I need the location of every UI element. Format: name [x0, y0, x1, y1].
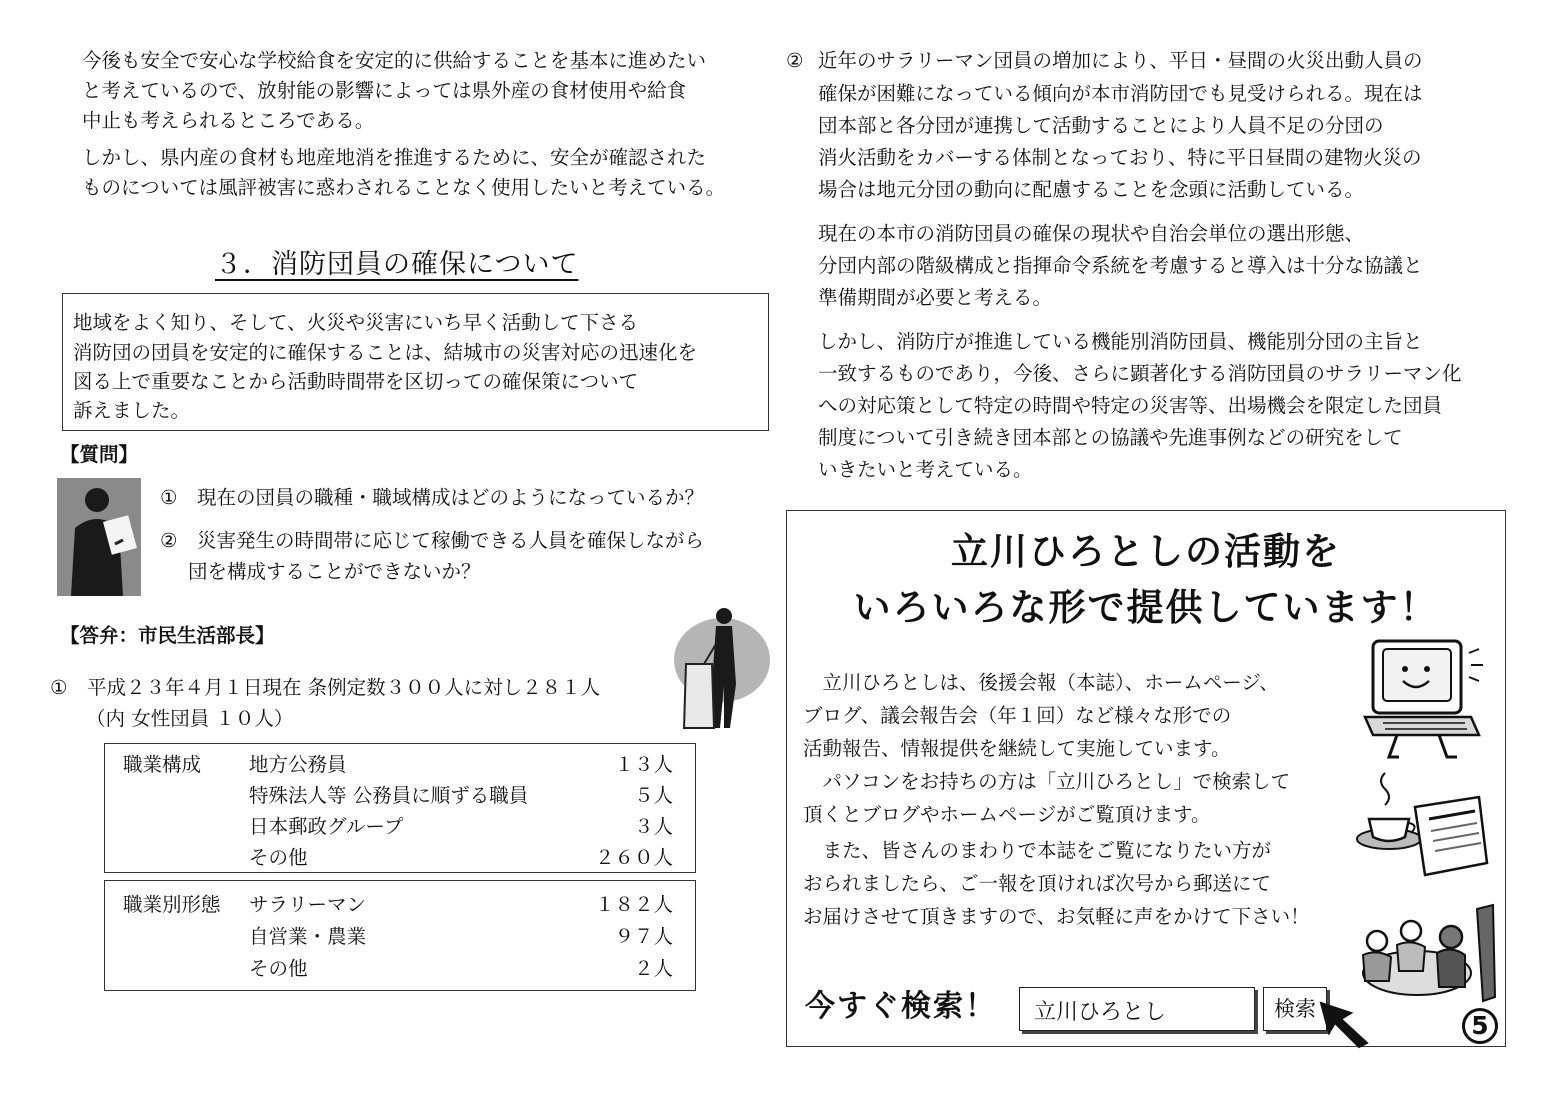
intro-line: しかし、県内産の食材も地産地消を推進するために、安全が確認された — [82, 146, 707, 169]
meeting-illustration — [1347, 901, 1497, 1007]
table-row-count: ２人 — [633, 957, 673, 980]
promo-box — [786, 510, 1506, 1047]
question-1: ① 現在の団員の職種・職域構成はどのようになっているか？ — [160, 486, 704, 509]
promo-body-line: 立川ひろとしは、後援会報（本誌）、ホームページ、 — [803, 671, 1279, 694]
summary-line: 図る上で重要なことから活動時間帯を区切っての確保策について — [73, 370, 639, 393]
answer-line: 一致するものであり，今後、さらに顕著化する消防団員のサラリーマン化 — [818, 362, 1462, 385]
table-category: 職業構成 — [123, 753, 202, 776]
table-row-label: 日本郵政グループ — [249, 815, 404, 838]
answer-line: 分団内部の階級構成と指揮命令系統を考慮すると導入は十分な協議と — [818, 254, 1423, 277]
answer-heading: 【答弁：市民生活部長】 — [60, 624, 275, 647]
table-row-label: サラリーマン — [249, 893, 367, 916]
intro-line: 中止も考えられるところである。 — [82, 109, 375, 132]
table-row-count: １３人 — [614, 753, 673, 776]
table-row-label: 地方公務員 — [249, 753, 347, 776]
section-title: ３．消防団員の確保について — [215, 249, 579, 280]
promo-body-line: パソコンをお持ちの方は「立川ひろとし」で検索して — [803, 770, 1291, 793]
summary-line: 地域をよく知り、そして、火災や災害にいち早く活動して下さる — [73, 311, 639, 334]
promo-title-line-1: 立川ひろとしの活動を — [951, 530, 1341, 573]
table-row-label: その他 — [249, 846, 308, 869]
answer-line: いきたいと考えている。 — [818, 458, 1033, 481]
table-row-count: ２６０人 — [594, 846, 673, 869]
search-button[interactable]: 検索 — [1263, 987, 1327, 1031]
answer-line: 消火活動をカバーする体制となっており、特に平日昼間の建物火災の — [818, 146, 1422, 169]
speaker-illustration — [57, 478, 141, 596]
table-category: 職業別形態 — [123, 893, 221, 916]
question-heading: 【質問】 — [60, 443, 139, 466]
answer-line-1: ① 平成２３年４月１日現在 条例定数３００人に対し２８１人 — [50, 676, 601, 699]
promo-body-line: ブログ、議会報告会（年１回）など様々な形での — [803, 704, 1232, 727]
answer-line: しかし、消防庁が推進している機能別消防団員、機能別分団の主旨と — [818, 330, 1423, 353]
page-number: 5 — [1462, 1008, 1498, 1044]
promo-body-line: 頂くとブログやホームページがご覧頂けます。 — [803, 803, 1211, 826]
table-row-label: 自営業・農業 — [249, 925, 367, 948]
table-row-count: ５人 — [633, 784, 673, 807]
table-row-count: ３人 — [633, 815, 673, 838]
answer-line: 団本部と各分団が連携して活動することにより人員不足の分団の — [818, 114, 1384, 137]
answer-2-number: ② — [786, 49, 804, 72]
answer-line: 制度について引き続き団本部との協議や先進事例などの研究をして — [818, 426, 1403, 449]
question-2: ② 災害発生の時間帯に応じて稼働できる人員を確保しながら — [160, 529, 704, 552]
arrow-cursor-icon — [1319, 1001, 1375, 1049]
answer-line: 準備期間が必要と考える。 — [818, 286, 1053, 309]
search-prompt-label: 今すぐ検索！ — [805, 989, 997, 1024]
promo-body-line: また、皆さんのまわりで本誌をご覧になりたい方が — [803, 839, 1272, 862]
answer-line: 現在の本市の消防団員の確保の現状や自治会単位の選出形態、 — [818, 222, 1365, 245]
answer-line: 場合は地元分団の動向に配慮することを念頭に活動している。 — [818, 178, 1365, 201]
coffee-newspaper-icon — [1355, 767, 1489, 879]
employment-type-table — [104, 880, 696, 991]
answer-line: 確保が困難になっている傾向が本市消防団でも見受けられる。現在は — [818, 82, 1423, 105]
table-row-label: その他 — [249, 957, 308, 980]
summary-line: 消防団の団員を安定的に確保することは、結城市の災害対応の迅速化を — [73, 341, 698, 364]
table-row-count: １８２人 — [594, 893, 673, 916]
table-row-label: 特殊法人等 公務員に順ずる職員 — [249, 784, 529, 807]
promo-title-line-2: いろいろな形で提供しています！ — [853, 586, 1439, 629]
question-2-cont: 団を構成することができないか？ — [188, 560, 481, 583]
answer-line-2: （内 女性団員 １０人） — [86, 707, 294, 730]
occupation-table — [104, 743, 696, 873]
search-input[interactable]: 立川ひろとし — [1019, 987, 1255, 1031]
intro-line: ものについては風評被害に惑わされることなく使用したいと考えている。 — [82, 176, 726, 199]
promo-body-line: お届けさせて頂きますので、お気軽に声をかけて下さい！ — [803, 905, 1310, 928]
promo-body-line: 活動報告、情報提供を継続して実施しています。 — [803, 737, 1231, 760]
summary-box — [62, 293, 769, 431]
podium-illustration — [672, 604, 772, 730]
intro-line: 今後も安全で安心な学校給食を安定的に供給することを基本に進めたい — [82, 49, 707, 72]
promo-body-line: おられましたら、ご一報を頂ければ次号から郵送にて — [803, 872, 1272, 895]
answer-line: 近年のサラリーマン団員の増加により、平日・昼間の火災出動人員の — [818, 49, 1423, 72]
computer-icon — [1361, 635, 1489, 765]
intro-line: と考えているので、放射能の影響によっては県外産の食材使用や給食 — [82, 79, 687, 102]
answer-line: への対応策として特定の時間や特定の災害等、出場機会を限定した団員 — [818, 394, 1443, 417]
table-row-count: ９７人 — [614, 925, 673, 948]
summary-line: 訴えました。 — [73, 399, 191, 422]
